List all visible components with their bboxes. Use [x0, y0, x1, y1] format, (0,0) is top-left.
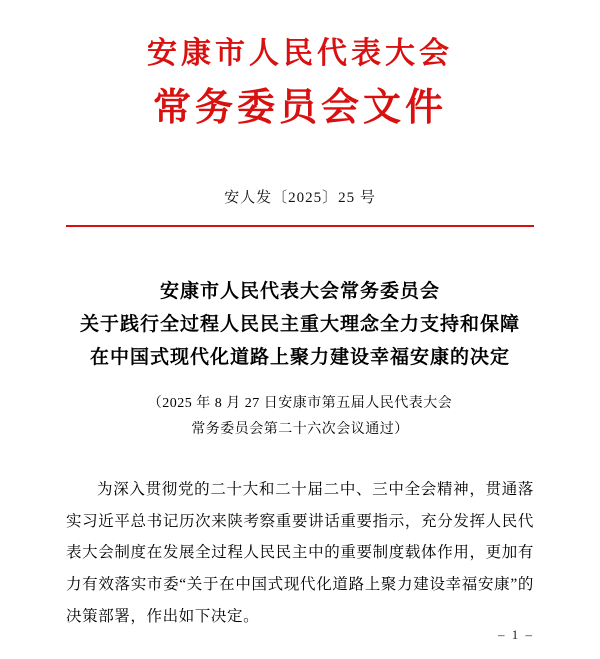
masthead-line-2: 常务委员会文件: [152, 86, 447, 129]
title-line-2: 关于践行全过程人民民主重大理念全力支持和保障: [79, 314, 520, 336]
title-line-1: 安康市人民代表大会常务委员会: [159, 280, 440, 302]
document-body: [66, 474, 534, 633]
masthead-line-1: 安康市人民代表大会: [147, 37, 453, 70]
subtitle-line-1: （2025 年 8 月 27 日安康市第五届人民代表大会: [147, 395, 453, 411]
document-number: 安人发〔2025〕25 号: [224, 189, 376, 206]
document-title: [66, 275, 534, 375]
subtitle-line-2: 常务委员会第二十六次会议通过）: [191, 422, 409, 438]
page-number: – 1 –: [498, 627, 534, 642]
title-line-3: 在中国式现代化道路上聚力建设幸福安康的决定: [89, 347, 510, 369]
masthead: [66, 0, 534, 134]
red-divider-rule: [66, 225, 534, 227]
document-subtitle: [66, 391, 534, 444]
body-paragraph-1: 为深入贯彻党的二十大和二十届二中、三中全会精神，贯通落实习近平总书记历次来陕考察重要讲话重要指示，充分发挥人民代表大会制度在发展全过程人民民主中的重要制度载体作用，更加有力有效落实市委“关于在中国式现代化道路上聚力建设幸福安康”的决策部署，作出如下决定。: [66, 480, 534, 625]
